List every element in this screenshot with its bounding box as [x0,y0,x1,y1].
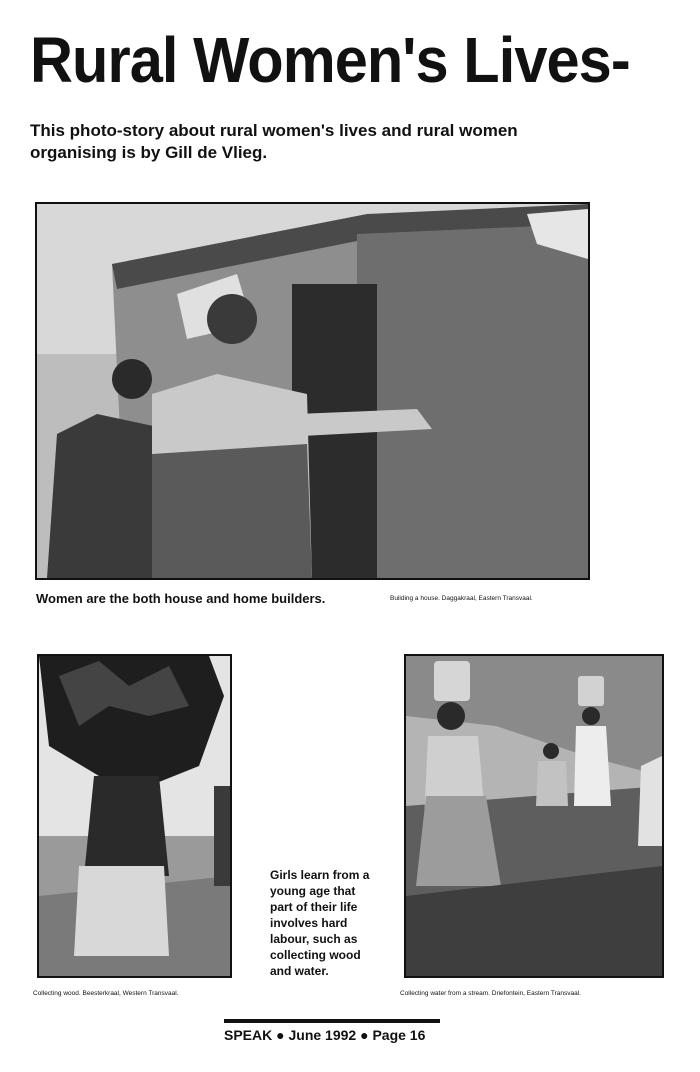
bullet-icon: ● [360,1027,369,1043]
main-photo-credit: Building a house. Daggakraal, Eastern Transvaal. [390,595,533,602]
intro-text: This photo-story about rural women's lives and rural women organising is by Gill de Vlieg. [30,121,518,162]
main-photo-caption: Women are the both house and home builders. [36,591,326,606]
footer-date: June 1992 [288,1027,357,1043]
photo-house-building [35,202,590,580]
footer-publication: SPEAK [224,1027,273,1043]
footer-rule [224,1019,440,1023]
photo-collecting-wood [37,654,232,978]
page-footer [224,1027,425,1043]
wood-photo-credit: Collecting wood. Beesterkraal, Western Transvaal. [33,990,179,997]
footer-page: Page 16 [372,1027,426,1043]
page-title: Rural Women's Lives- [30,24,630,96]
bullet-icon: ● [276,1027,285,1043]
callout-text: Girls learn from a young age that part of their life involves hard labour, such as collecting wood and water. [270,868,370,978]
water-photo-credit: Collecting water from a stream. Driefontein, Eastern Transvaal. [400,990,581,997]
photo-collecting-water [404,654,664,978]
